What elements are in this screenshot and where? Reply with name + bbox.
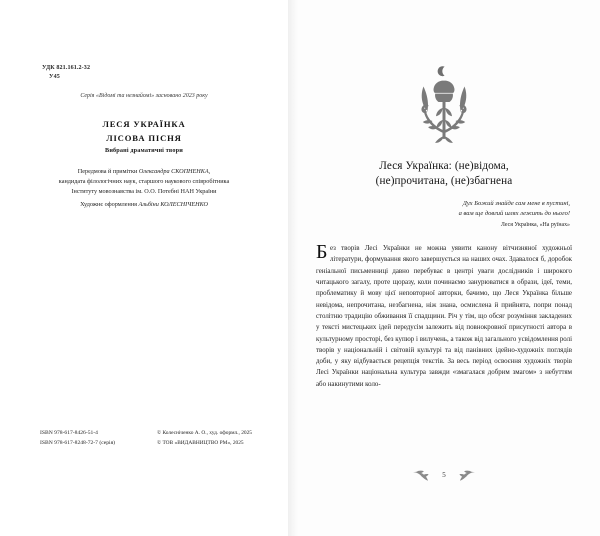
page-number: 5 [442,471,446,479]
drop-cap: Б [316,241,328,263]
epigraph-source: Леся Українка, «На руїнах» [500,222,570,228]
udc-line-2: У45 [49,74,60,81]
udc-classification [42,64,90,82]
floral-thistle-ornament [288,60,600,156]
art-credit-line [30,201,258,208]
credits-editor-name: Олександра СКОПНЕНКА, [138,168,211,175]
series-note: Серія «Відомі та незнайомі» засновано 2023 року [80,93,208,99]
isbn-book: ISBN 978-617-8426-51-4 [40,430,98,436]
credits-role-label: Передмова й примітки [77,168,139,175]
isbn-series: ISBN 978-617-8248-72-7 (серія) [40,439,116,446]
body-paragraph: ез творів Лесі Українки не можна уявити канону вітчизняної художньої літератури, формування якого завершується на наших очах. Здавалося б, доробок геніальної письменниці давно перебуває в центрі уваги дослідників і широкого читацького загалу, проте щоразу, коли починаємо занурюватися в образи, ідеї, теми, проблематику й мову цієї неповторної авторки, бачимо, що Леся Українка більше невідома, непрочитана, незбагнена, ніж знана, осмислена й прийнята, попри понад столітню традицію обживання її спадщини. Річ у тім, що обсяг розуміння закладених у тексті мистецьких ідей передусім залежить від повнокровної присутності автора в культурному просторі, без купюр і вилучень, а також від загального усвідомлення ролі творів у національній і світовій культурі та від панівних ідейно-художніх поглядів доби, у яку відбувається рецепція текстів. За весь період освоєння художніх творів Лесі Українки національна культура завжди «змагалася добрим змагом» з небуттям або накинутими коло- [316,245,572,388]
leaf-flourish-left-icon [412,470,438,481]
art-credit-name: Альбіни КОЛЕСНІЧЕНКО [138,201,208,208]
chapter-title-line-1: Леся Українка: (не)відома, [379,160,509,172]
leaf-flourish-right-icon [450,470,476,481]
chapter-title-line-2: (не)прочитана, (не)збагнена [375,175,513,188]
art-credit-role-label: Художнє оформлення [80,201,139,208]
copyright-publisher: © ТОВ «ВИДАВНИЦТВО РМ», 2025 [157,439,244,446]
body-text [316,243,572,390]
title-block [0,119,288,143]
right-page [288,0,600,536]
credits-block [30,167,258,197]
copyright-block [157,429,252,448]
epigraph [360,199,570,219]
credits-line-3: Інституту мовознавства ім. О.О. Потебні НАН України [71,188,217,196]
folio [288,468,600,482]
credits-line-2: кандидата філологічних наук, старшого наукового співробітника [58,178,230,186]
left-page [0,0,288,536]
chapter-title [302,159,586,190]
epigraph-line-1: Дух Божий знайде сам мене в пустині, [462,200,570,207]
book-subtitle: Вибрані драматичні твори [105,147,183,154]
book-author: ЛЕСЯ УКРАЇНКА [102,119,186,129]
copyright-designer: © Колесніченко А. О., худ. оформл., 2025 [157,430,252,436]
isbn-block [40,429,115,449]
credits-line-1 [30,167,258,177]
epigraph-line-2: а вам ще довгий шлях лежить до нього! [458,210,570,218]
udc-line-1: УДК 821.161.2-32 [42,65,91,71]
book-title: ЛІСОВА ПІСНЯ [106,132,182,143]
